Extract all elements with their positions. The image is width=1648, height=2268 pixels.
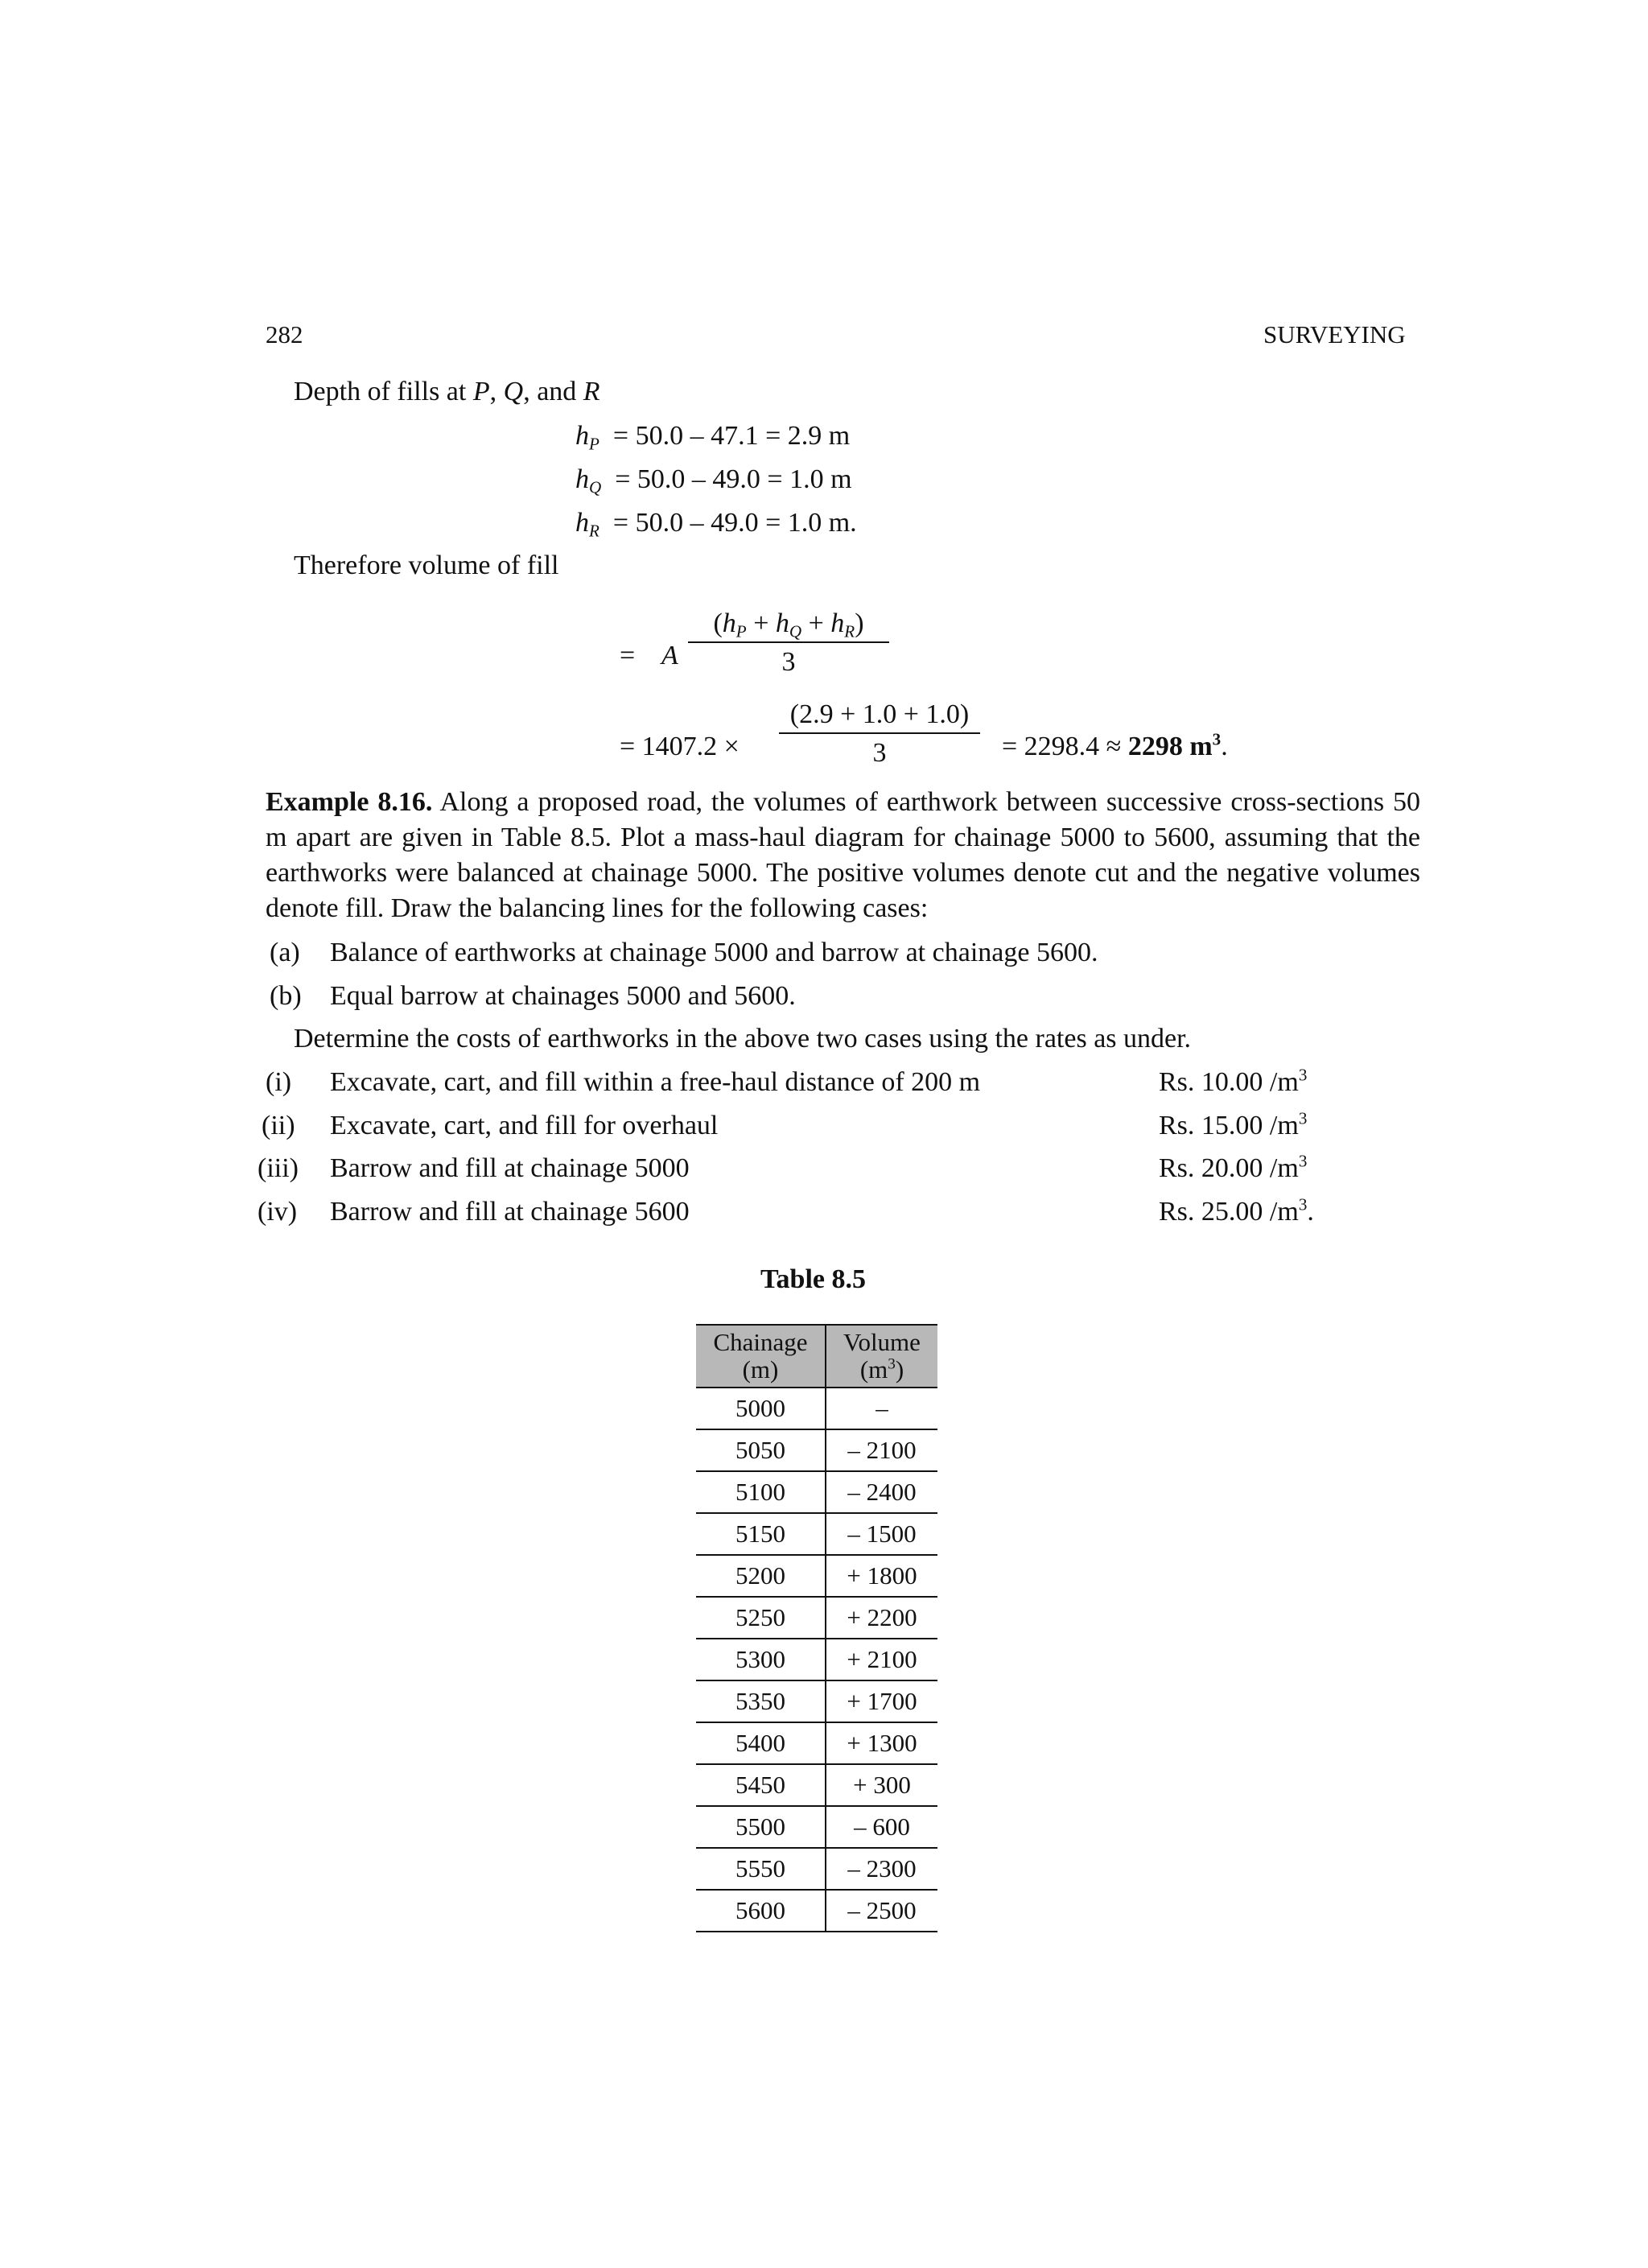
depth-row-r: $h_R = 50.0 - 49.0 = 1.0$ m.	[575, 508, 857, 541]
rate-ii-tag: (ii)	[262, 1111, 295, 1140]
table-row: 5550 – 2300	[696, 1848, 937, 1890]
table-row: 5250 + 2200	[696, 1597, 937, 1639]
table-row: 5200 + 1800	[696, 1555, 937, 1597]
data-table	[696, 1324, 937, 1932]
table-row: 5400 + 1300	[696, 1722, 937, 1764]
case-a-tag: (a)	[270, 938, 300, 967]
eq2-fraction: (2.9 + 1.0 + 1.0) 3	[779, 699, 980, 769]
rate-i-value: Rs. 10.00 $/m^3$	[1159, 1065, 1308, 1097]
rate-iii-text: Barrow and fill at chainage 5000	[330, 1153, 690, 1183]
rate-ii-text: Excavate, cart, and fill for overhaul	[330, 1111, 719, 1140]
table-header-row	[696, 1325, 937, 1388]
example-paragraph	[266, 785, 1420, 926]
eq2-lead: = 1407.2 ×	[620, 732, 740, 761]
page-number: 282	[266, 320, 303, 348]
rate-iii-tag: (iii)	[258, 1153, 299, 1183]
running-title: SURVEYING	[1263, 320, 1406, 348]
table-row: 5300 + 2100	[696, 1639, 937, 1680]
eq1-area: A	[661, 641, 678, 670]
eq1-equals: =	[620, 641, 636, 670]
volume-intro: Therefore volume of fill	[294, 551, 559, 580]
table-row: 5100 – 2400	[696, 1471, 937, 1513]
rate-iv-text: Barrow and fill at chainage 5600	[330, 1197, 690, 1227]
example-label: Example 8.16.	[266, 787, 433, 817]
table-row: 5500 – 600	[696, 1806, 937, 1848]
table-caption: Table 8.5	[760, 1264, 867, 1294]
determine-text: Determine the costs of earthworks in the above two cases using the rates as under.	[294, 1024, 1192, 1054]
col-header-chainage: Chainage (m)	[696, 1325, 826, 1388]
rate-iv-tag: (iv)	[258, 1197, 298, 1227]
case-b-tag: (b)	[270, 981, 302, 1011]
table-row: 5450 + 300	[696, 1764, 937, 1806]
depth-row-p: $h_P = 50.0 - 47.1 = 2.9$ m	[575, 421, 851, 454]
table-row: 5350 + 1700	[696, 1680, 937, 1722]
table-row: 5000 –	[696, 1388, 937, 1429]
rate-iii-value: Rs. 20.00 $/m^3$	[1159, 1151, 1308, 1183]
example-text: Along a proposed road, the volumes of earthwork between successive cross-sections 50 m apart are given in Table 8.5. Plot a mass-haul diagram for chainage 5000 to 5600, assuming that the earthworks were balanced at chainage 5000. The positive volumes denote cut and the negative volumes denote fill. Draw the balancing lines for the following cases:	[266, 787, 1421, 923]
case-a-text: Balance of earthworks at chainage 5000 and barrow at chainage 5600.	[330, 938, 1098, 967]
case-b-text: Equal barrow at chainages 5000 and 5600.	[330, 981, 796, 1011]
rate-iv-value: Rs. 25.00 $/m^3$.	[1159, 1194, 1314, 1227]
rate-i-text: Excavate, cart, and fill within a free-haul distance of 200 m	[330, 1067, 981, 1097]
table-row: 5600 – 2500	[696, 1890, 937, 1932]
rate-ii-value: Rs. 15.00 $/m^3$	[1159, 1108, 1308, 1140]
table-row: 5050 – 2100	[696, 1429, 937, 1471]
table-row: 5150 – 1500	[696, 1513, 937, 1555]
rate-i-tag: (i)	[266, 1067, 292, 1097]
eq2-result: = 2298.4 ≈ 2298 $m^3$.	[1002, 729, 1228, 761]
depth-row-q: $h_Q = 50.0 - 49.0 = 1.0$ m	[575, 464, 852, 497]
col-header-volume: Volume $(m^3)$	[826, 1325, 937, 1388]
eq1-fraction: $(h_P + h_Q + h_R)$ 3	[688, 608, 889, 678]
depth-intro: Depth of fills at P, Q, and R	[294, 377, 600, 406]
